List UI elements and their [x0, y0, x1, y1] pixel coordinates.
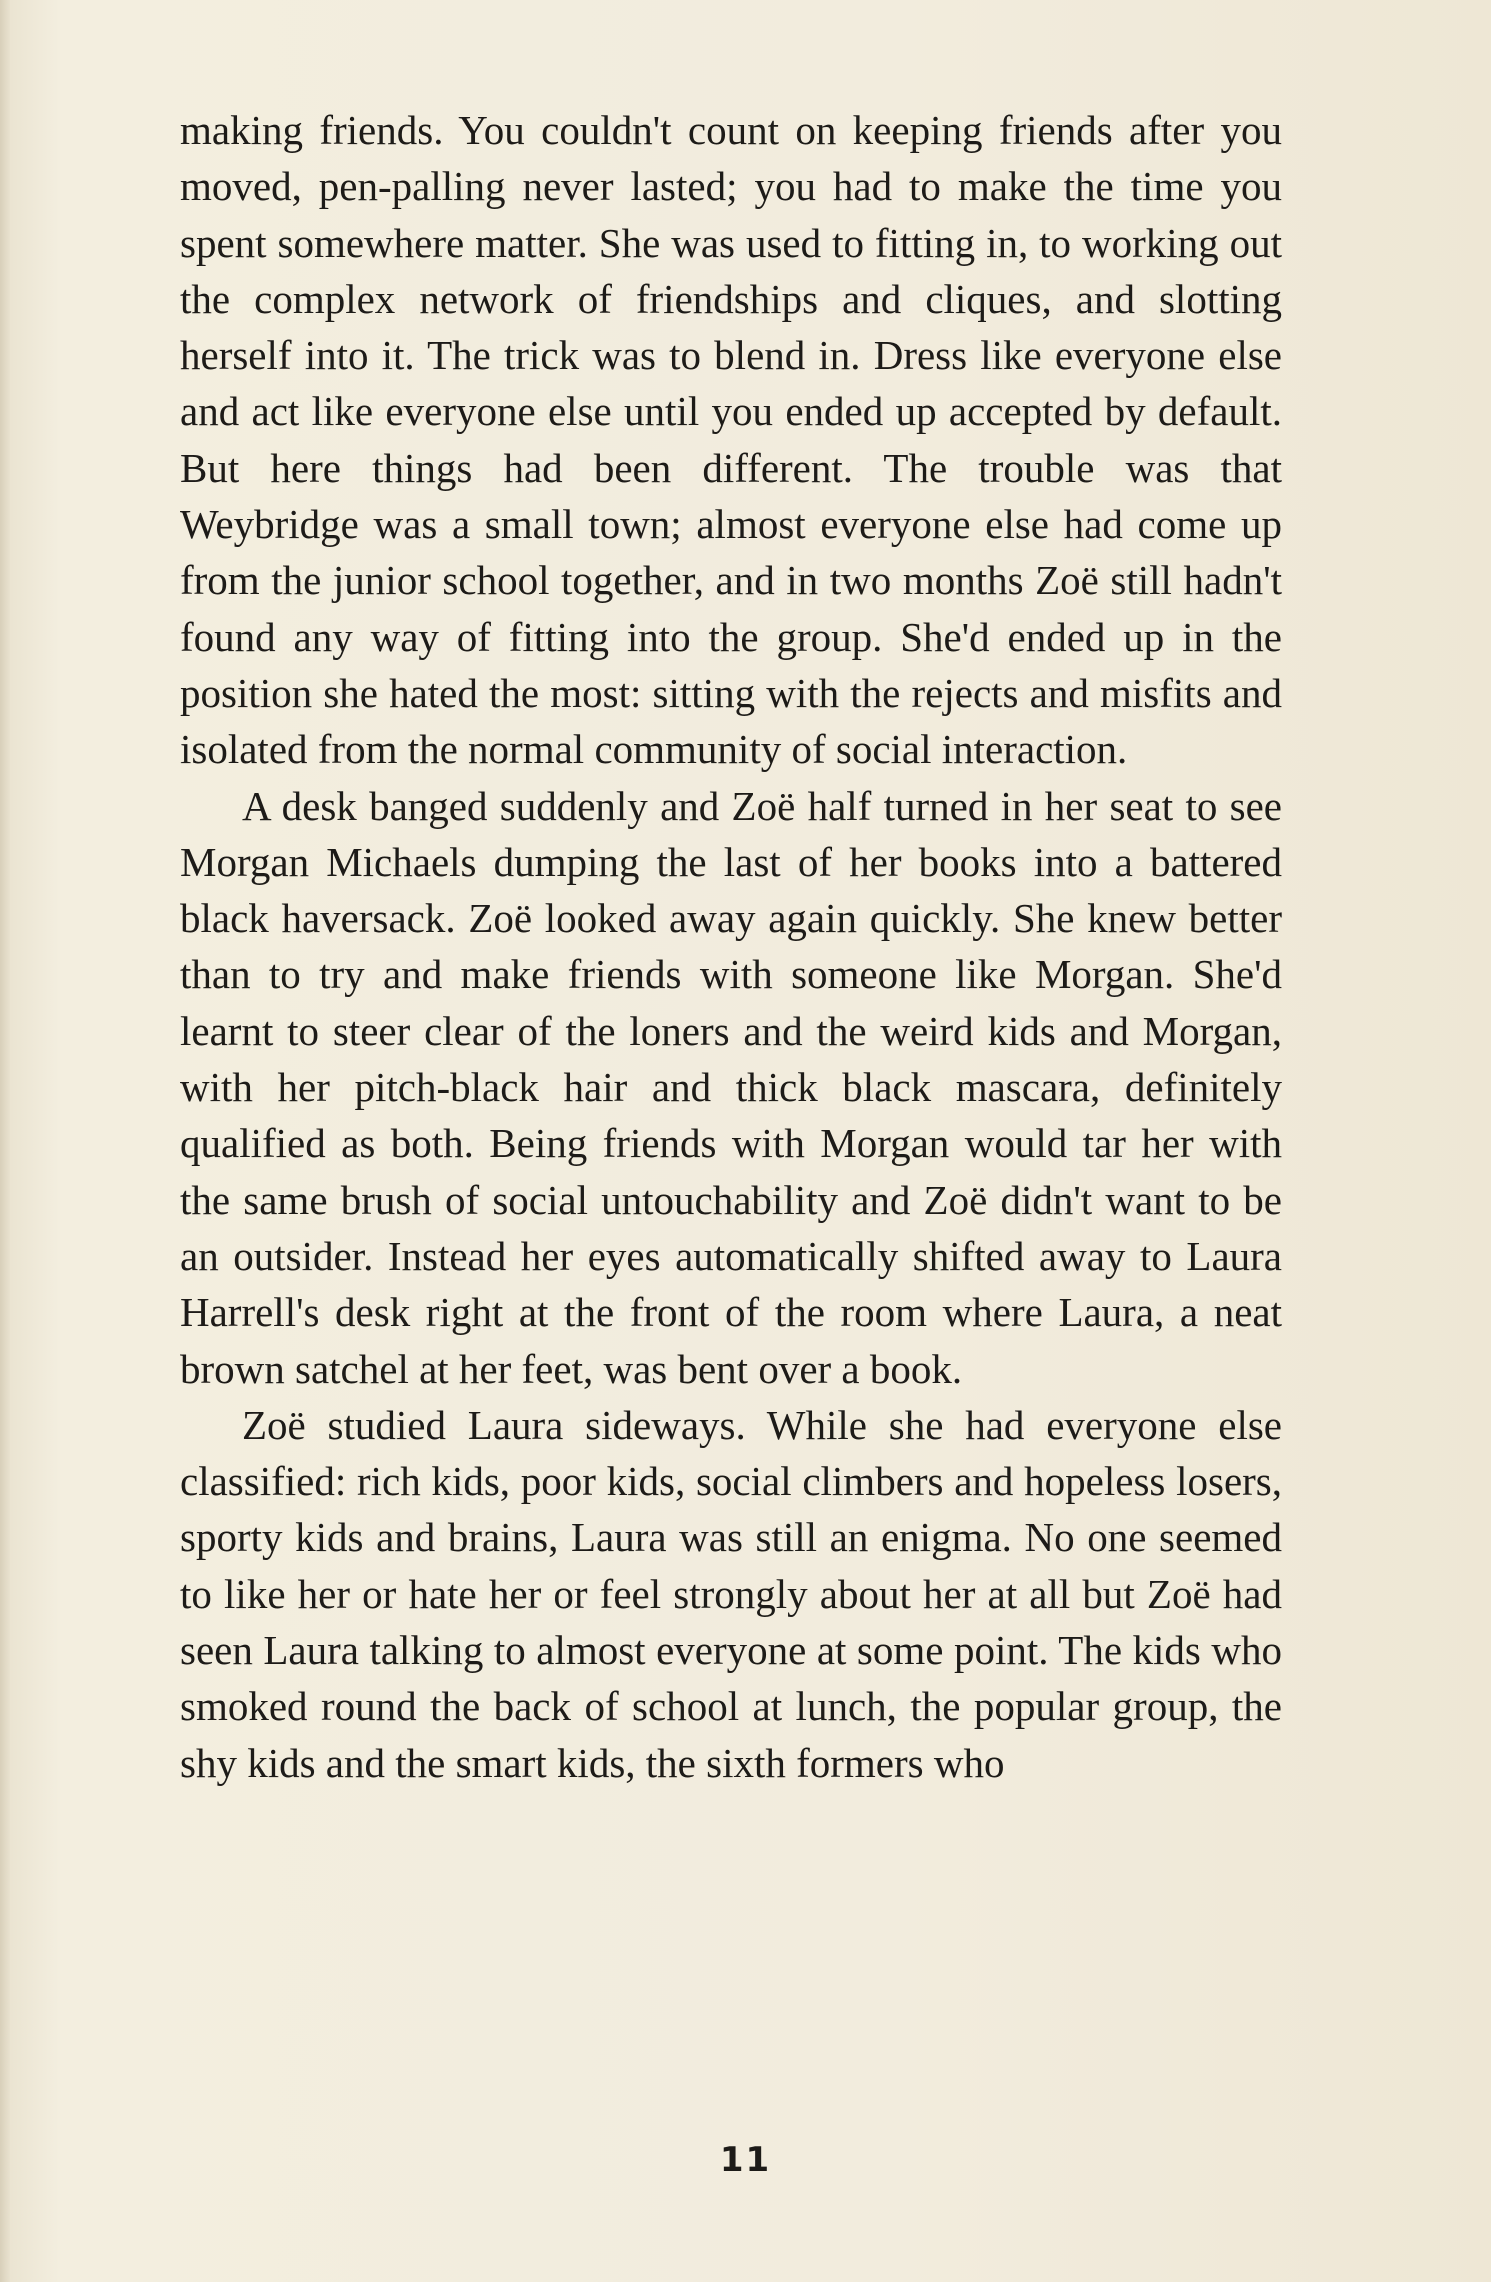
paragraph-2: A desk banged suddenly and Zoë half turned in her seat to see Morgan Michaels dumping the last of her books into a battered black haversack. Zoë looked away again quickly. She knew better than to try and make friends with someone like Morgan. She'd learnt to steer clear of the loners and the weird kids and Morgan, with her pitch-black hair and thick black mascara, definitely qualified as both. Being friends with Morgan would tar her with the same brush of social untouchability and Zoë didn't want to be an outsider. Instead her eyes automatically shifted away to Laura Harrell's desk right at the front of the room where Laura, a neat brown satchel at her feet, was bent over a book.	[180, 782, 1282, 1392]
page-number: 11	[719, 2140, 772, 2180]
body-text	[180, 102, 1282, 1791]
paragraph-1: making friends. You couldn't count on keeping friends after you moved, pen-palling never lasted; you had to make the time you spent somewhere matter. She was used to fitting in, to working out the complex network of friendships and cliques, and slotting herself into it. The trick was to blend in. Dress like everyone else and act like everyone else until you ended up accepted by default. But here things had been different. The trouble was that Weybridge was a small town; almost everyone else had come up from the junior school together, and in two months Zoë still hadn't found any way of fitting into the group. She'd ended up in the position she hated the most: sitting with the rejects and misfits and isolated from the normal community of social interaction.	[180, 107, 1282, 773]
paragraph-3: Zoë studied Laura sideways. While she had everyone else classified: rich kids, poor kids, social climbers and hopeless losers, sporty kids and brains, Laura was still an enigma. No one seemed to like her or hate her or feel strongly about her at all but Zoë had seen Laura talking to almost everyone at some point. The kids who smoked round the back of school at lunch, the popular group, the shy kids and the smart kids, the sixth formers who	[180, 1401, 1282, 1786]
page-binding-edge	[0, 0, 10, 2282]
